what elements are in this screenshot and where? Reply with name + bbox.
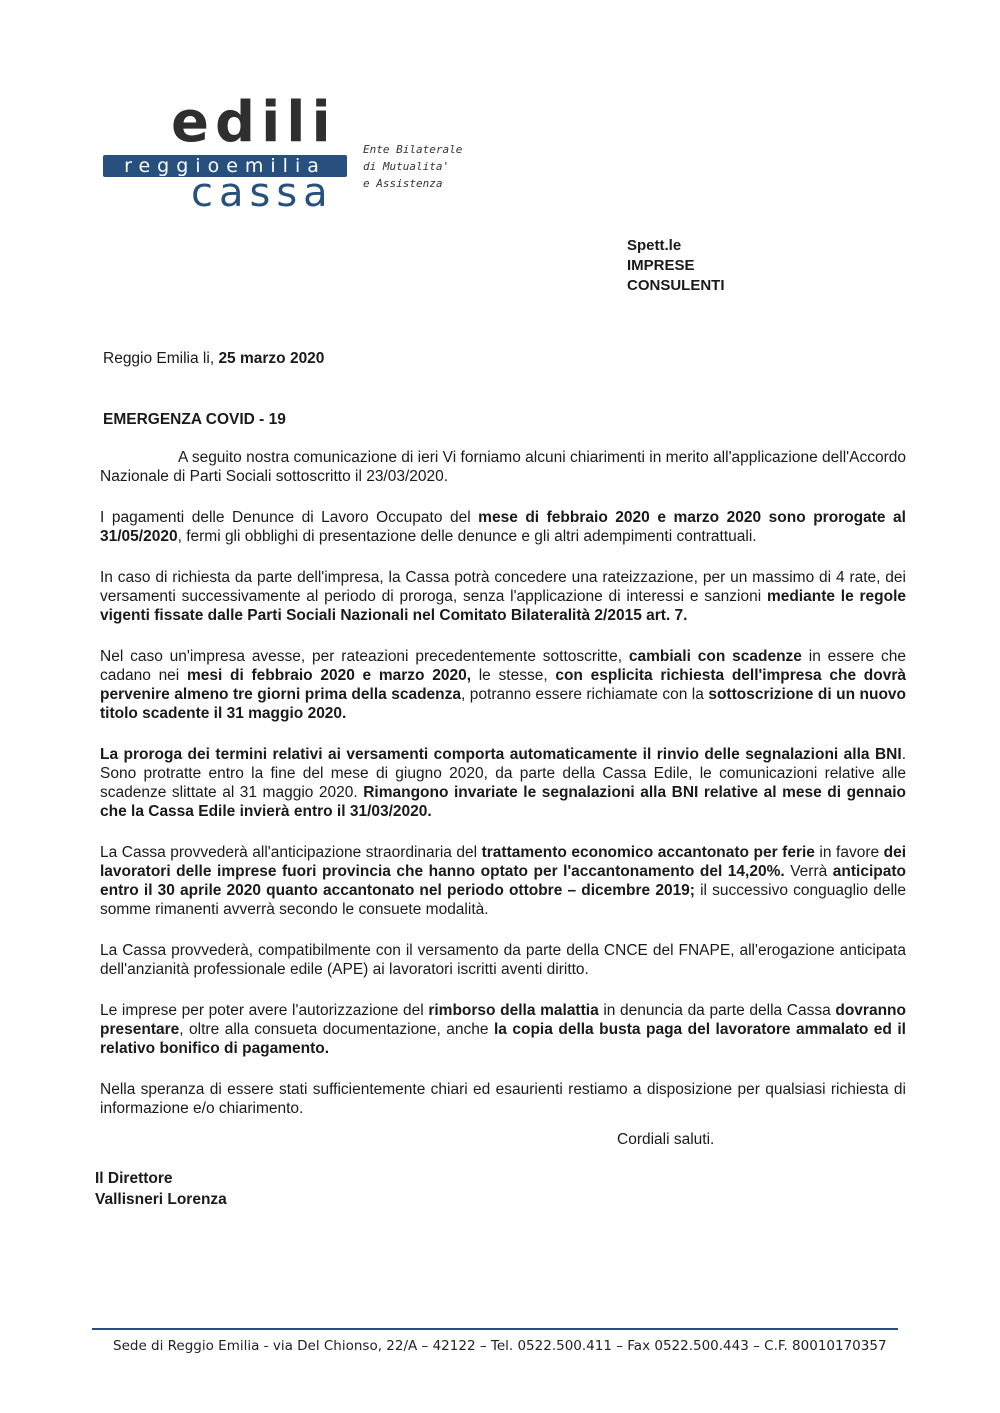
body-paragraph <box>100 568 906 625</box>
text-run: Nella speranza di essere stati sufficientemente chiari ed esaurienti restiamo a disposizione per qualsiasi richiesta di informazione e/o chiarimento. <box>100 1081 906 1117</box>
logo-cassa-text: cassa <box>191 170 334 216</box>
bold-text-run: dei lavoratori delle imprese fuori provincia che hanno optato per l'accantonamento del 14,20%. <box>100 844 907 880</box>
text-run: La Cassa provvederà, compatibilmente con il versamento da parte della CNCE del FNAPE, all'erogazione anticipata dell'anzianità professionale edile (APE) ai lavoratori iscritti aventi diritto. <box>100 942 906 978</box>
logo-tagline <box>363 141 462 192</box>
bold-text-run: sottoscrizione di un nuovo titolo scadente il 31 maggio 2020. <box>100 686 906 722</box>
logo-edili-text: edili <box>171 90 337 155</box>
text-run: Le imprese per poter avere l'autorizzazione del <box>100 1002 429 1019</box>
logo-tagline-line: e Assistenza <box>363 177 443 190</box>
closing-salutation: Cordiali saluti. <box>617 1131 715 1148</box>
bold-text-run: anticipato entro il 30 aprile 2020 quanto accantonato nel periodo ottobre – dicembre 2019; <box>100 863 906 899</box>
bold-text-run: mediante le regole vigenti fissate dalle Parti Sociali Nazionali nel Comitato Bilateralità 2/2015 art. 7. <box>100 588 907 624</box>
letter-subject: EMERGENZA COVID - 19 <box>103 411 286 428</box>
body-paragraph <box>100 647 906 723</box>
body-paragraph <box>100 941 906 979</box>
text-run: , potranno essere richiamate con la <box>461 686 709 703</box>
bold-text-run: mese di febbraio 2020 e marzo 2020 sono prorogate al 31/05/2020 <box>100 509 906 545</box>
footer-address: Sede di Reggio Emilia - via Del Chionso, 22/A – 42122 – Tel. 0522.500.411 – Fax 0522.500.443 – C.F. 80010170357 <box>113 1338 887 1354</box>
signature-block <box>95 1168 227 1210</box>
text-run: in essere che cadano nei <box>100 648 906 684</box>
signature-name: Vallisneri Lorenza <box>95 1191 227 1208</box>
date-prefix: Reggio Emilia li, <box>103 350 219 367</box>
text-run: , fermi gli obblighi di presentazione delle denunce e gli altri adempimenti contrattuali. <box>177 528 757 545</box>
logo-tagline-line: Ente Bilaterale <box>363 143 463 156</box>
signature-role: Il Direttore <box>95 1170 173 1187</box>
text-run: in favore <box>814 844 884 861</box>
footer-divider <box>92 1328 898 1330</box>
addressee-line: CONSULENTI <box>627 277 725 294</box>
bold-text-run: dovranno presentare <box>100 1002 906 1038</box>
bold-text-run: Rimangono invariate le segnalazioni alla BNI relative al mese di gennaio che la Cassa Edile invierà entro il 31/03/2020. <box>100 784 906 820</box>
text-run: . Sono protratte entro la fine del mese di giugno 2020, da parte della Cassa Edile, le comunicazioni relative alle scadenze slittate al 31 maggio 2020. <box>100 746 906 801</box>
letter-body <box>100 448 906 1140</box>
cassa-edile-logo <box>103 90 503 216</box>
text-run: Nel caso un'impresa avesse, per rateazioni precedentemente sottoscritte, <box>100 648 629 665</box>
date-value: 25 marzo 2020 <box>218 350 325 367</box>
bold-text-run: mesi di febbraio 2020 e marzo 2020, <box>186 667 472 684</box>
body-paragraph <box>100 508 906 546</box>
text-run: il successivo conguaglio delle somme rimanenti avverrà secondo le consuete modalità. <box>100 882 906 918</box>
addressee-block <box>627 236 725 296</box>
bold-text-run: rimborso della malattia <box>428 1002 599 1019</box>
bold-text-run: trattamento economico accantonato per ferie <box>481 844 815 861</box>
text-run: in denuncia da parte della Cassa <box>598 1002 836 1019</box>
body-paragraph <box>100 843 906 919</box>
text-run: A seguito nostra comunicazione di ieri Vi forniamo alcuni chiarimenti in merito all'applicazione dell'Accordo Nazionale di Parti Sociali sottoscritto il 23/03/2020. <box>100 449 906 485</box>
body-paragraph <box>100 1080 906 1118</box>
body-paragraph <box>100 745 906 821</box>
addressee-line: Spett.le <box>627 237 682 254</box>
logo-tagline-line: di Mutualita' <box>363 160 450 173</box>
text-run: In caso di richiesta da parte dell'impresa, la Cassa potrà concedere una rateizzazione, per un massimo di 4 rate, dei versamenti successivamente al periodo di proroga, senza l'applicazione di interessi e sanzioni <box>100 569 906 605</box>
body-paragraph <box>100 448 906 486</box>
bold-text-run: la copia della busta paga del lavoratore ammalato ed il relativo bonifico di pagamento. <box>100 1021 906 1057</box>
text-run: Verrà <box>784 863 833 880</box>
text-run: I pagamenti delle Denunce di Lavoro Occupato del <box>100 509 479 526</box>
text-run: La Cassa provvederà all'anticipazione straordinaria del <box>100 844 482 861</box>
bold-text-run: cambiali con scadenze <box>628 648 802 665</box>
text-run: le stesse, <box>471 667 556 684</box>
logo-reggioemilia-band: reggioemilia <box>103 155 347 177</box>
text-run: , oltre alla consueta documentazione, anche <box>179 1021 494 1038</box>
body-paragraph <box>100 1001 906 1058</box>
addressee-line: IMPRESE <box>627 257 695 274</box>
letter-date <box>103 350 324 368</box>
bold-text-run: La proroga dei termini relativi ai versamenti comporta automaticamente il rinvio delle segnalazioni alla BNI <box>100 746 902 763</box>
bold-text-run: con esplicita richiesta dell'impresa che dovrà pervenire almeno tre giorni prima della scadenza <box>100 667 906 703</box>
